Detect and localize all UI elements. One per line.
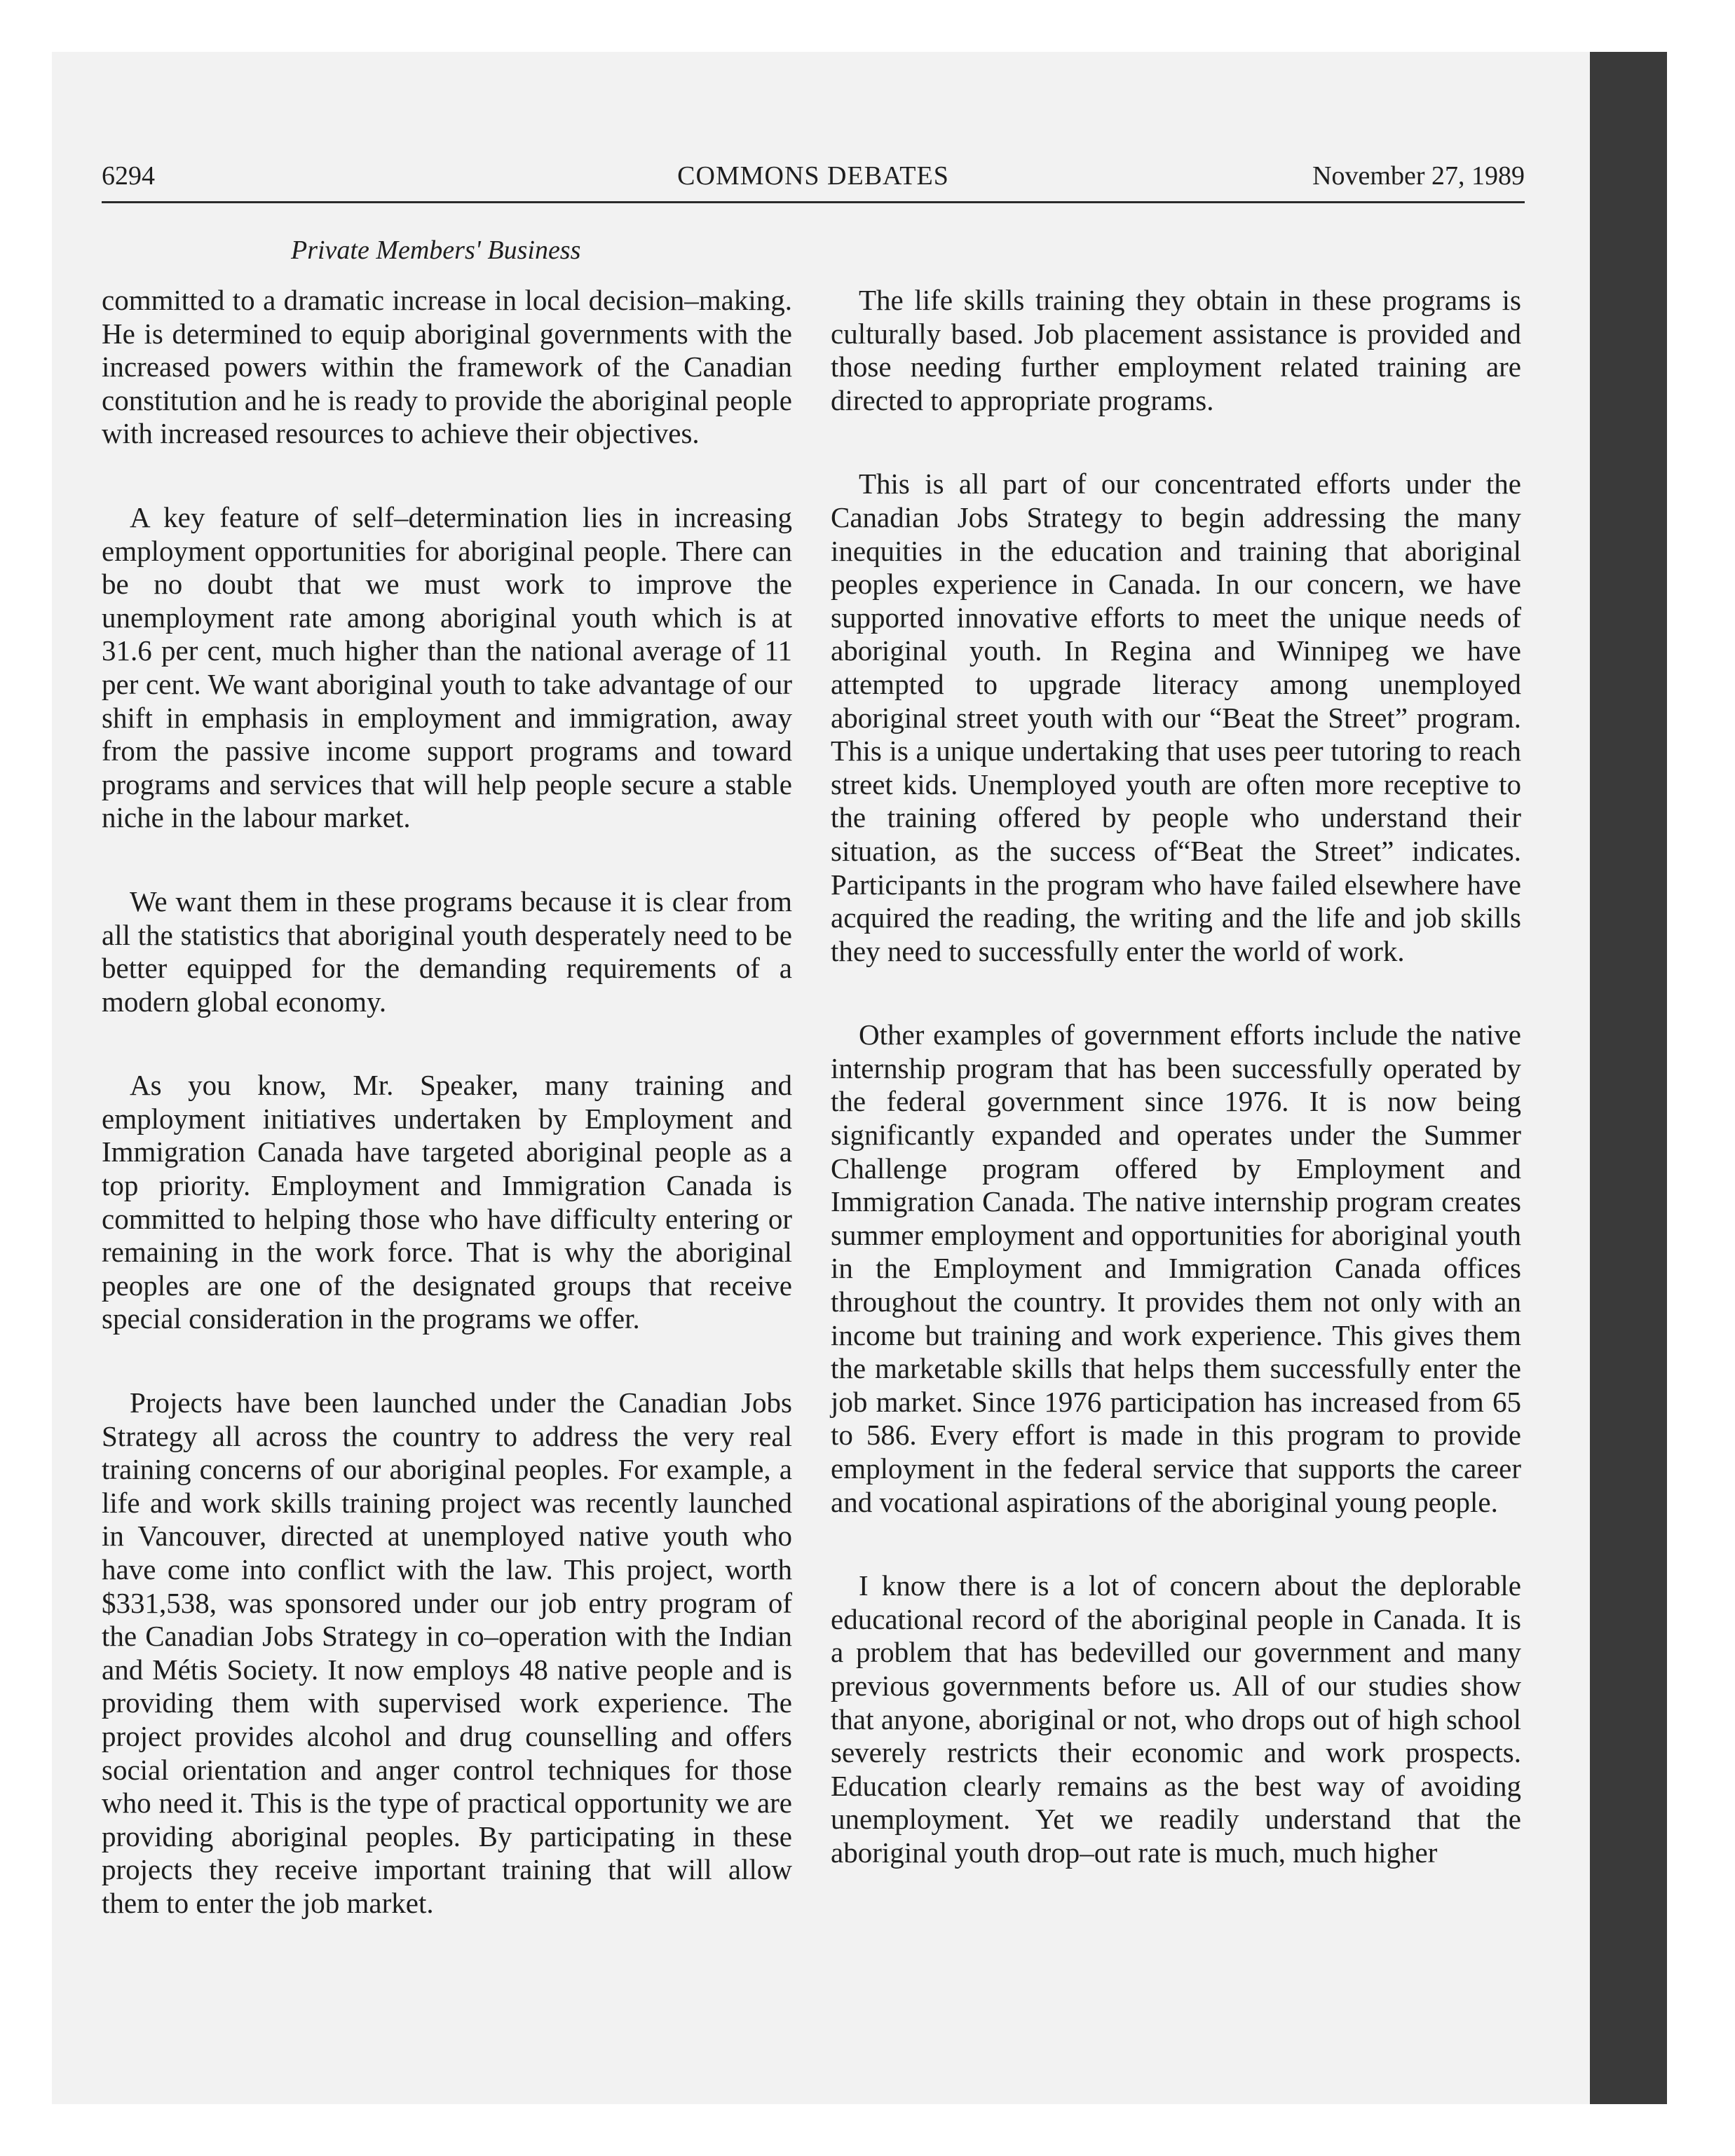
header-rule: [102, 201, 1525, 203]
paragraph: The life skills training they obtain in these programs is culturally based. Job placement assistance is provided and those needing further employment related training are directed to appropriate programs.: [831, 284, 1521, 416]
right-column: [831, 284, 1521, 1920]
left-column: [102, 284, 792, 1971]
running-header: [102, 158, 1525, 193]
page-number: 6294: [102, 161, 155, 191]
paragraph: A key feature of self–determination lies in increasing employment opportunities for aboriginal people. There can be no doubt that we must work to improve the unemployment rate among aboriginal youth which is at 31.6 per cent, much higher than the national average of 11 per cent. We want aboriginal youth to take advantage of our shift in emphasis in employment and immigration, away from the passive income support programs and toward programs and services that will help people secure a stable niche in the labour market.: [102, 500, 792, 834]
paragraph: committed to a dramatic increase in local decision–making. He is determined to equip aboriginal governments with the increased powers within the framework of the Canadian constitution and he is ready to provide the aboriginal people with increased resources to achieve their objectives.: [102, 284, 792, 450]
paragraph: I know there is a lot of concern about the deplorable educational record of the aboriginal people in Canada. It is a problem that has bedevilled our government and many previous governments before us. All of our studies show that anyone, aboriginal or not, who drops out of high school severely restricts their economic and work prospects. Education clearly remains as the best way of avoiding unemployment. Yet we readily understand that the aboriginal youth drop–out rate is much, much higher: [831, 1569, 1521, 1869]
scan-edge-strip: [1590, 52, 1667, 2104]
paragraph: Projects have been launched under the Canadian Jobs Strategy all across the country to address the very real training concerns of our aboriginal peoples. For example, a life and work skills training project was recently launched in Vancouver, directed at unemployed native youth who have come into conflict with the law. This project, worth $331,538, was sponsored under our job entry program of the Canadian Jobs Strategy in co–operation with the Indian and Métis Society. It now employs 48 native people and is providing them with supervised work experience. The project provides alcohol and drug counselling and offers social orientation and anger control techniques for those who need it. This is the type of practical opportunity we are providing aboriginal peoples. By participating in these projects they receive important training that will allow them to enter the job market.: [102, 1386, 792, 1919]
paragraph: This is all part of our concentrated efforts under the Canadian Jobs Strategy to begin addressing the many inequities in the education and training that aboriginal peoples experience in Canada. In our concern, we have supported innovative efforts to meet the unique needs of aboriginal youth. In Regina and Winnipeg we have attempted to upgrade literacy among unemployed aboriginal street youth with our “Beat the Street” program. This is a unique undertaking that uses peer tutoring to reach street kids. Unemployed youth are often more receptive to the training offered by people who understand their situation, as the success of“Beat the Street” indicates. Participants in the program who have failed elsewhere have acquired the reading, the writing and the life and job skills they need to successfully enter the world of work.: [831, 468, 1521, 967]
paragraph: Other examples of government efforts include the native internship program that has been successfully operated by the federal government since 1976. It is now being significantly expanded and operates under the Summer Challenge program offered by Employment and Immigration Canada. The native internship program creates summer employment and opportunities for aboriginal youth in the Employment and Immigration Canada offices throughout the country. It provides them not only with an income but training and work experience. This gives them the marketable skills that helps them successfully enter the job market. Since 1976 participation has increased from 65 to 586. Every effort is made in this program to provide employment in the federal service that supports the career and vocational aspirations of the aboriginal young people.: [831, 1018, 1521, 1518]
journal-title: COMMONS DEBATES: [677, 161, 949, 191]
paragraph: As you know, Mr. Speaker, many training and employment initiatives undertaken by Employment and Immigration Canada have targeted aboriginal people as a top priority. Employment and Immigration Canada is committed to helping those who have difficulty entering or remaining in the work force. That is why the aboriginal peoples are one of the designated groups that receive special consideration in the programs we offer.: [102, 1069, 792, 1335]
section-heading: Private Members' Business: [291, 236, 581, 265]
paragraph: We want them in these programs because it is clear from all the statistics that aboriginal youth desperately need to be better equipped for the demanding requirements of a modern global economy.: [102, 885, 792, 1018]
issue-date: November 27, 1989: [1312, 161, 1525, 191]
